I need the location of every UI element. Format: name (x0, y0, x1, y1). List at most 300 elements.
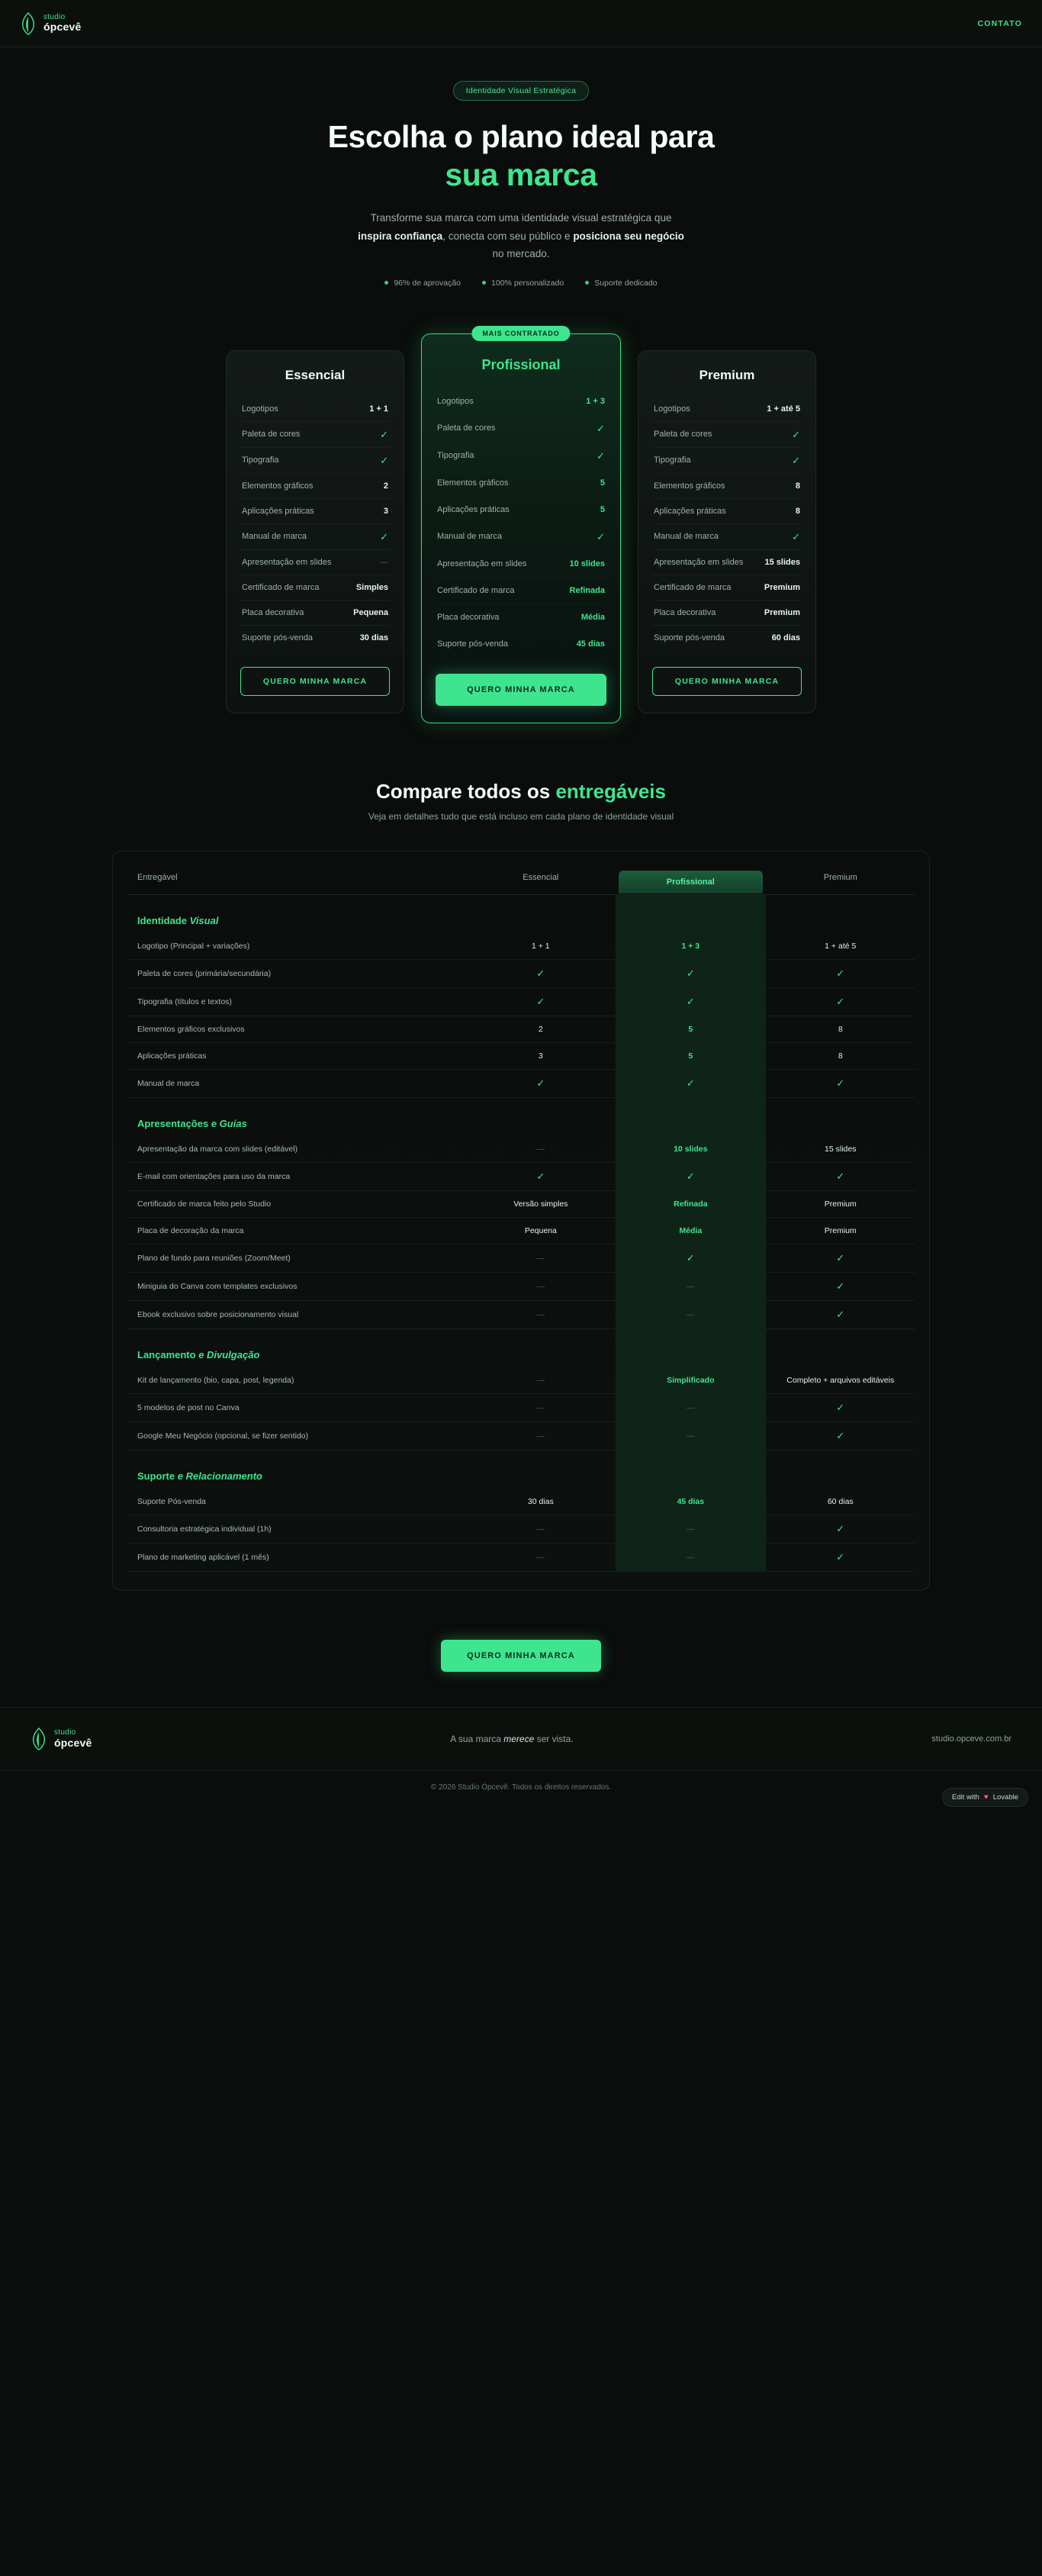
dash-icon: — (536, 1144, 545, 1154)
table-cell-essencial (466, 987, 616, 1016)
table-cell-premium (766, 1069, 915, 1097)
table-row (127, 1393, 915, 1422)
final-cta-button[interactable]: QUERO MINHA MARCA (441, 1640, 601, 1672)
table-cell-value: Premium (824, 1225, 857, 1235)
table-row-label: Aplicações práticas (127, 1042, 466, 1069)
footer-tagline (450, 1734, 573, 1744)
plan-card-profissional[interactable] (421, 329, 621, 723)
table-cell-premium (766, 1136, 915, 1163)
check-icon: ✓ (836, 1522, 845, 1534)
plan-row (240, 601, 390, 626)
site-header (0, 0, 1042, 47)
table-cell-essencial (466, 959, 616, 987)
plan-row (436, 388, 606, 415)
hero-feature-item (482, 279, 564, 288)
check-icon: ✓ (836, 1550, 845, 1563)
table-section-spacer-featured (616, 1097, 765, 1136)
dash-icon: — (536, 1524, 545, 1534)
table-cell-essencial (466, 1136, 616, 1163)
table-cell-profissional (616, 959, 765, 987)
plan-row-value: Simples (355, 582, 388, 592)
check-icon: ✓ (836, 1280, 845, 1292)
table-row (127, 1217, 915, 1244)
plan-cta-button-profissional[interactable]: QUERO MINHA MARCA (436, 674, 606, 706)
table-row (127, 1422, 915, 1450)
plan-card-premium[interactable] (638, 350, 816, 713)
plan-row-label: Tipografia (437, 451, 474, 461)
hero-title-line1: Escolha o plano ideal para (327, 119, 715, 154)
hero-subtitle (285, 209, 757, 263)
page-title (0, 118, 1042, 194)
plan-row-label: Placa decorativa (242, 607, 304, 617)
table-cell-essencial (466, 933, 616, 960)
hero-sub-strong2: posiciona seu negócio (573, 230, 684, 242)
dash-icon: — (536, 1375, 545, 1385)
check-icon: ✓ (792, 530, 800, 543)
plan-feature-rows (436, 388, 606, 657)
table-cell-premium (766, 1244, 915, 1272)
table-cell-profissional (616, 987, 765, 1016)
plan-row-value: 2 (383, 481, 388, 491)
plan-row-value: 30 dias (359, 633, 388, 642)
table-cell-essencial (466, 1422, 616, 1450)
plan-row (436, 470, 606, 497)
table-cell-profissional (616, 1515, 765, 1543)
leaf-icon (20, 12, 37, 35)
table-row (127, 1367, 915, 1394)
table-cell-premium (766, 1217, 915, 1244)
dash-icon: — (536, 1431, 545, 1441)
check-icon: ✓ (836, 1308, 845, 1320)
plan-row (240, 524, 390, 550)
most-contracted-badge: MAIS CONTRATADO (471, 326, 570, 341)
plan-row-label: Elementos gráficos (654, 481, 725, 491)
table-row-label: Suporte Pós-venda (127, 1489, 466, 1515)
plan-row-value: Premium (764, 607, 800, 617)
plan-row-label: Manual de marca (654, 532, 719, 542)
table-row (127, 1190, 915, 1217)
table-row (127, 1515, 915, 1543)
table-row-label: Miniguia do Canva com templates exclusivos (127, 1272, 466, 1300)
table-row-label: Tipografia (títulos e textos) (127, 987, 466, 1016)
table-header-row (127, 862, 915, 895)
plan-row (436, 415, 606, 443)
check-icon: ✓ (792, 454, 800, 466)
table-section-row (127, 1097, 915, 1136)
table-cell-essencial (466, 1515, 616, 1543)
plan-row-label: Certificado de marca (654, 582, 732, 592)
check-icon: ✓ (836, 1429, 845, 1441)
table-cell-essencial (466, 1042, 616, 1069)
table-row-label: 5 modelos de post no Canva (127, 1393, 466, 1422)
plan-row-label: Paleta de cores (242, 430, 301, 440)
compare-header (0, 768, 1042, 836)
plan-row (436, 631, 606, 657)
plan-cta-button-premium[interactable]: QUERO MINHA MARCA (652, 667, 802, 696)
plan-row (240, 550, 390, 575)
table-cell-value: Simplificado (667, 1375, 715, 1385)
col-header-entregavel: Entregável (127, 862, 466, 895)
table-cell-profissional (616, 1162, 765, 1190)
plan-row-value: 8 (795, 481, 800, 491)
nav-contato-link[interactable]: CONTATO (977, 18, 1022, 28)
table-cell-value: 8 (838, 1051, 843, 1061)
check-icon: ✓ (536, 1170, 545, 1182)
table-cell-value: 45 dias (677, 1496, 705, 1506)
brand-bottom-label: ópcevê (43, 21, 82, 34)
table-cell-essencial (466, 1367, 616, 1394)
hero-title-line2: sua marca (445, 157, 597, 193)
table-row (127, 1489, 915, 1515)
check-icon: ✓ (686, 1170, 695, 1182)
col-header-profissional[interactable] (616, 862, 765, 895)
plan-row (240, 575, 390, 601)
table-cell-value: 15 slides (825, 1144, 857, 1154)
table-section-title: Lançamento e Divulgação (137, 1348, 260, 1360)
dash-icon: — (536, 1402, 545, 1412)
plan-row-value: 5 (600, 478, 605, 488)
plan-row-label: Paleta de cores (437, 423, 496, 433)
table-cell-premium (766, 1515, 915, 1543)
table-section-spacer-featured (616, 1450, 765, 1489)
table-row (127, 987, 915, 1016)
plan-row-value: 1 + 3 (586, 396, 605, 406)
table-cell-premium (766, 1016, 915, 1042)
plan-row (436, 578, 606, 604)
plan-row-value: Refinada (569, 585, 605, 595)
check-icon: ✓ (836, 1170, 845, 1182)
table-cell-essencial (466, 1069, 616, 1097)
table-cell-profissional (616, 1190, 765, 1217)
table-cell-profissional (616, 1422, 765, 1450)
table-cell-profissional (616, 1367, 765, 1394)
table-cell-premium (766, 959, 915, 987)
table-cell-profissional (616, 1217, 765, 1244)
table-cell-essencial (466, 1162, 616, 1190)
plan-card-essencial[interactable] (226, 350, 404, 713)
hero-feature-list (0, 279, 1042, 288)
table-cell-value: Refinada (674, 1199, 708, 1209)
plan-row-label: Tipografia (242, 456, 279, 465)
plan-row-label: Logotipos (242, 404, 278, 414)
plan-cta-button-essencial[interactable]: QUERO MINHA MARCA (240, 667, 390, 696)
plan-row (240, 626, 390, 650)
plan-row (436, 523, 606, 551)
plan-row (652, 474, 802, 499)
plan-row-label: Logotipos (437, 396, 474, 406)
plan-row (240, 448, 390, 474)
table-cell-profissional (616, 933, 765, 960)
table-cell-profissional (616, 1489, 765, 1515)
table-cell-value: 60 dias (827, 1496, 854, 1506)
dash-icon: — (687, 1524, 695, 1534)
table-section-spacer (766, 1097, 915, 1136)
plan-row-label: Suporte pós-venda (242, 633, 313, 642)
table-cell-essencial (466, 1543, 616, 1571)
table-row-label: Logotipo (Principal + variações) (127, 933, 466, 960)
plan-row-value: 1 + até 5 (767, 404, 800, 414)
footer-tagline-a: A sua marca (450, 1733, 504, 1744)
table-cell-premium (766, 1367, 915, 1394)
plan-row-label: Aplicações práticas (242, 506, 314, 516)
dash-icon: — (687, 1309, 695, 1319)
hero-sub-line1: Transforme sua marca com uma identidade visual estratégica que (370, 212, 672, 224)
plan-row-value: Média (580, 612, 605, 622)
plan-row-value: 8 (795, 506, 800, 516)
table-cell-value: Premium (824, 1199, 857, 1209)
table-cell-profissional (616, 1300, 765, 1328)
table-cell-essencial (466, 1489, 616, 1515)
brand-logo[interactable] (20, 12, 81, 35)
table-row (127, 1069, 915, 1097)
table-row (127, 1300, 915, 1328)
table-row (127, 1016, 915, 1042)
plan-row-value: 5 (600, 504, 605, 514)
plan-row-label: Logotipos (654, 404, 690, 414)
plan-row-value: 15 slides (764, 557, 800, 567)
table-cell-value: Média (679, 1225, 703, 1235)
plan-row-label: Manual de marca (437, 532, 502, 542)
comparison-table-body (127, 894, 915, 1571)
plan-row (240, 499, 390, 524)
table-row (127, 933, 915, 960)
table-cell-premium (766, 1190, 915, 1217)
check-icon: ✓ (536, 995, 545, 1007)
table-cell-profissional (616, 1244, 765, 1272)
table-cell-essencial (466, 1190, 616, 1217)
plan-row-label: Manual de marca (242, 532, 307, 542)
hero-section (0, 47, 1042, 306)
table-cell-premium (766, 1422, 915, 1450)
table-section-spacer (766, 894, 915, 933)
table-section-row (127, 1450, 915, 1489)
plan-title: Premium (699, 367, 755, 382)
table-cell-premium (766, 1489, 915, 1515)
table-cell-premium (766, 1272, 915, 1300)
footer-tagline-em: merece (503, 1733, 535, 1744)
check-icon: ✓ (836, 995, 845, 1007)
table-row-label: Elementos gráficos exclusivos (127, 1016, 466, 1042)
check-icon: ✓ (686, 967, 695, 979)
dash-icon: — (687, 1402, 695, 1412)
hero-feature-label: 100% personalizado (491, 278, 564, 288)
table-cell-essencial (466, 1016, 616, 1042)
leaf-icon (31, 1728, 47, 1750)
plan-row (652, 499, 802, 524)
plan-row (652, 397, 802, 422)
check-icon: ✓ (686, 1077, 695, 1089)
check-icon: ✓ (380, 454, 388, 466)
col-header-profissional-label: Profissional (619, 871, 762, 894)
table-row-label: Paleta de cores (primária/secundária) (127, 959, 466, 987)
table-cell-profissional (616, 1543, 765, 1571)
plan-row (436, 497, 606, 523)
table-row-label: Apresentação da marca com slides (editável) (127, 1136, 466, 1163)
table-row (127, 1244, 915, 1272)
check-icon: ✓ (792, 428, 800, 440)
site-footer (0, 1707, 1042, 1770)
plan-feature-rows (240, 397, 390, 650)
plan-row-value: 3 (383, 506, 388, 516)
plan-row (436, 604, 606, 631)
hero-feature-label: Suporte dedicado (594, 278, 658, 288)
check-icon: ✓ (597, 449, 605, 462)
check-icon: ✓ (836, 967, 845, 979)
table-row-label: Certificado de marca feito pelo Studio (127, 1190, 466, 1217)
plan-cards (0, 306, 1042, 768)
table-cell-value: Versão simples (513, 1199, 568, 1209)
col-header-essencial[interactable]: Essencial (466, 862, 616, 895)
dash-icon: — (536, 1253, 545, 1263)
dash-icon: — (687, 1281, 695, 1291)
final-cta-section (0, 1591, 1042, 1707)
table-cell-value: 1 + 3 (681, 941, 700, 951)
table-section-spacer-featured (616, 1328, 765, 1367)
plan-row (652, 524, 802, 550)
table-cell-value: 5 (688, 1024, 693, 1034)
plan-row-label: Elementos gráficos (437, 478, 509, 488)
table-cell-value: 5 (688, 1051, 693, 1061)
table-section-row (127, 1328, 915, 1367)
hero-feature-label: 96% de aprovação (394, 278, 462, 288)
plan-row-label: Placa decorativa (654, 607, 716, 617)
plan-row (436, 443, 606, 470)
check-icon: ✓ (836, 1077, 845, 1089)
plan-row-label: Apresentação em slides (437, 559, 527, 568)
hero-sub-line3: no mercado. (492, 248, 550, 260)
table-cell-essencial (466, 1272, 616, 1300)
compare-subtitle: Veja em detalhes tudo que está incluso em cada plano de identidade visual (368, 810, 674, 822)
table-row-label: Google Meu Negócio (opcional, se fizer sentido) (127, 1422, 466, 1450)
table-cell-essencial (466, 1393, 616, 1422)
plan-row-label: Placa decorativa (437, 612, 500, 622)
table-row (127, 959, 915, 987)
heart-icon: ♥ (983, 1792, 989, 1802)
check-icon: ✓ (597, 422, 605, 434)
plan-row-label: Tipografia (654, 456, 691, 465)
lovable-label: Edit with (951, 1792, 979, 1802)
plan-row (240, 474, 390, 499)
plan-row-value: 45 dias (576, 639, 605, 649)
plan-feature-rows (652, 397, 802, 650)
plan-row (652, 575, 802, 601)
comparison-table (127, 862, 915, 1572)
plan-row-value: 1 + 1 (369, 404, 388, 414)
lovable-badge[interactable] (942, 1788, 1028, 1807)
table-cell-profissional (616, 1393, 765, 1422)
dash-icon: — (536, 1552, 545, 1562)
check-icon: ✓ (686, 1251, 695, 1264)
plan-row-label: Certificado de marca (242, 582, 320, 592)
dash-icon: — (536, 1309, 545, 1319)
table-row-label: E-mail com orientações para uso da marca (127, 1162, 466, 1190)
table-cell-value: 2 (538, 1024, 543, 1034)
table-section-title: Apresentações e Guias (137, 1117, 247, 1129)
table-cell-profissional (616, 1042, 765, 1069)
table-section-spacer (766, 1328, 915, 1367)
bullet-dot-icon (482, 281, 486, 285)
plan-row-value: 10 slides (569, 559, 605, 568)
table-row (127, 1136, 915, 1163)
table-cell-profissional (616, 1016, 765, 1042)
table-cell-profissional (616, 1069, 765, 1097)
table-cell-premium (766, 1543, 915, 1571)
hero-feature-item (384, 279, 461, 288)
hero-feature-item (585, 279, 657, 288)
plan-row-label: Suporte pós-venda (654, 633, 725, 642)
plan-row-label: Aplicações práticas (437, 504, 510, 514)
table-section-title: Identidade Visual (137, 914, 219, 926)
table-cell-premium (766, 1162, 915, 1190)
table-section-row (127, 894, 915, 933)
table-cell-value: 10 slides (674, 1144, 708, 1154)
plan-row-label: Certificado de marca (437, 585, 515, 595)
plan-row-label: Apresentação em slides (654, 557, 744, 567)
plan-row (652, 601, 802, 626)
plan-title: Profissional (481, 356, 561, 372)
check-icon: ✓ (536, 1077, 545, 1089)
table-row-label: Plano de marketing aplicável (1 mês) (127, 1543, 466, 1571)
plan-row (436, 551, 606, 578)
table-row (127, 1543, 915, 1571)
plan-row-label: Suporte pós-venda (437, 639, 508, 649)
hero-sub-strong1: inspira confiança (358, 230, 443, 242)
lovable-brand: Lovable (992, 1792, 1018, 1802)
table-section-spacer (466, 1097, 616, 1136)
table-cell-premium (766, 1300, 915, 1328)
check-icon: ✓ (836, 1251, 845, 1264)
table-section-spacer-featured (616, 894, 765, 933)
table-cell-essencial (466, 1244, 616, 1272)
footer-site-url[interactable]: studio.opceve.com.br (931, 1734, 1011, 1744)
check-icon: ✓ (380, 530, 388, 543)
plan-row-value: Premium (764, 582, 800, 592)
footer-copyright: © 2026 Studio Ópcevê. Todos os direitos reservados. (0, 1770, 1042, 1818)
plan-row-label: Elementos gráficos (242, 481, 314, 491)
check-icon: ✓ (836, 1401, 845, 1413)
table-cell-premium (766, 1042, 915, 1069)
plan-row (240, 422, 390, 448)
dash-icon: — (536, 1281, 545, 1291)
check-icon: ✓ (536, 967, 545, 979)
table-cell-profissional (616, 1136, 765, 1163)
plan-row-label: Paleta de cores (654, 430, 712, 440)
plan-row-value: — (380, 557, 388, 567)
col-header-premium[interactable]: Premium (766, 862, 915, 895)
check-icon: ✓ (597, 530, 605, 543)
table-row (127, 1272, 915, 1300)
table-cell-value: Pequena (524, 1225, 557, 1235)
plan-row (652, 448, 802, 474)
table-cell-value: 1 + 1 (532, 941, 550, 951)
plan-row (652, 626, 802, 650)
check-icon: ✓ (686, 995, 695, 1007)
table-row-label: Ebook exclusivo sobre posicionamento visual (127, 1300, 466, 1328)
plan-row-value: Pequena (353, 607, 388, 617)
table-cell-value: 3 (538, 1051, 543, 1061)
footer-brand-logo[interactable] (31, 1728, 92, 1750)
table-row-label: Placa de decoração da marca (127, 1217, 466, 1244)
hero-sub-mid: , conecta com seu público e (442, 230, 574, 242)
table-section-spacer (466, 1328, 616, 1367)
check-icon: ✓ (380, 428, 388, 440)
table-row-label: Kit de lançamento (bio, capa, post, legenda) (127, 1367, 466, 1394)
table-row-label: Plano de fundo para reuniões (Zoom/Meet) (127, 1244, 466, 1272)
plan-row (652, 422, 802, 448)
compare-title-b: entregáveis (555, 779, 666, 803)
comparison-table-wrapper (112, 851, 930, 1591)
table-row-label: Consultoria estratégica individual (1h) (127, 1515, 466, 1543)
